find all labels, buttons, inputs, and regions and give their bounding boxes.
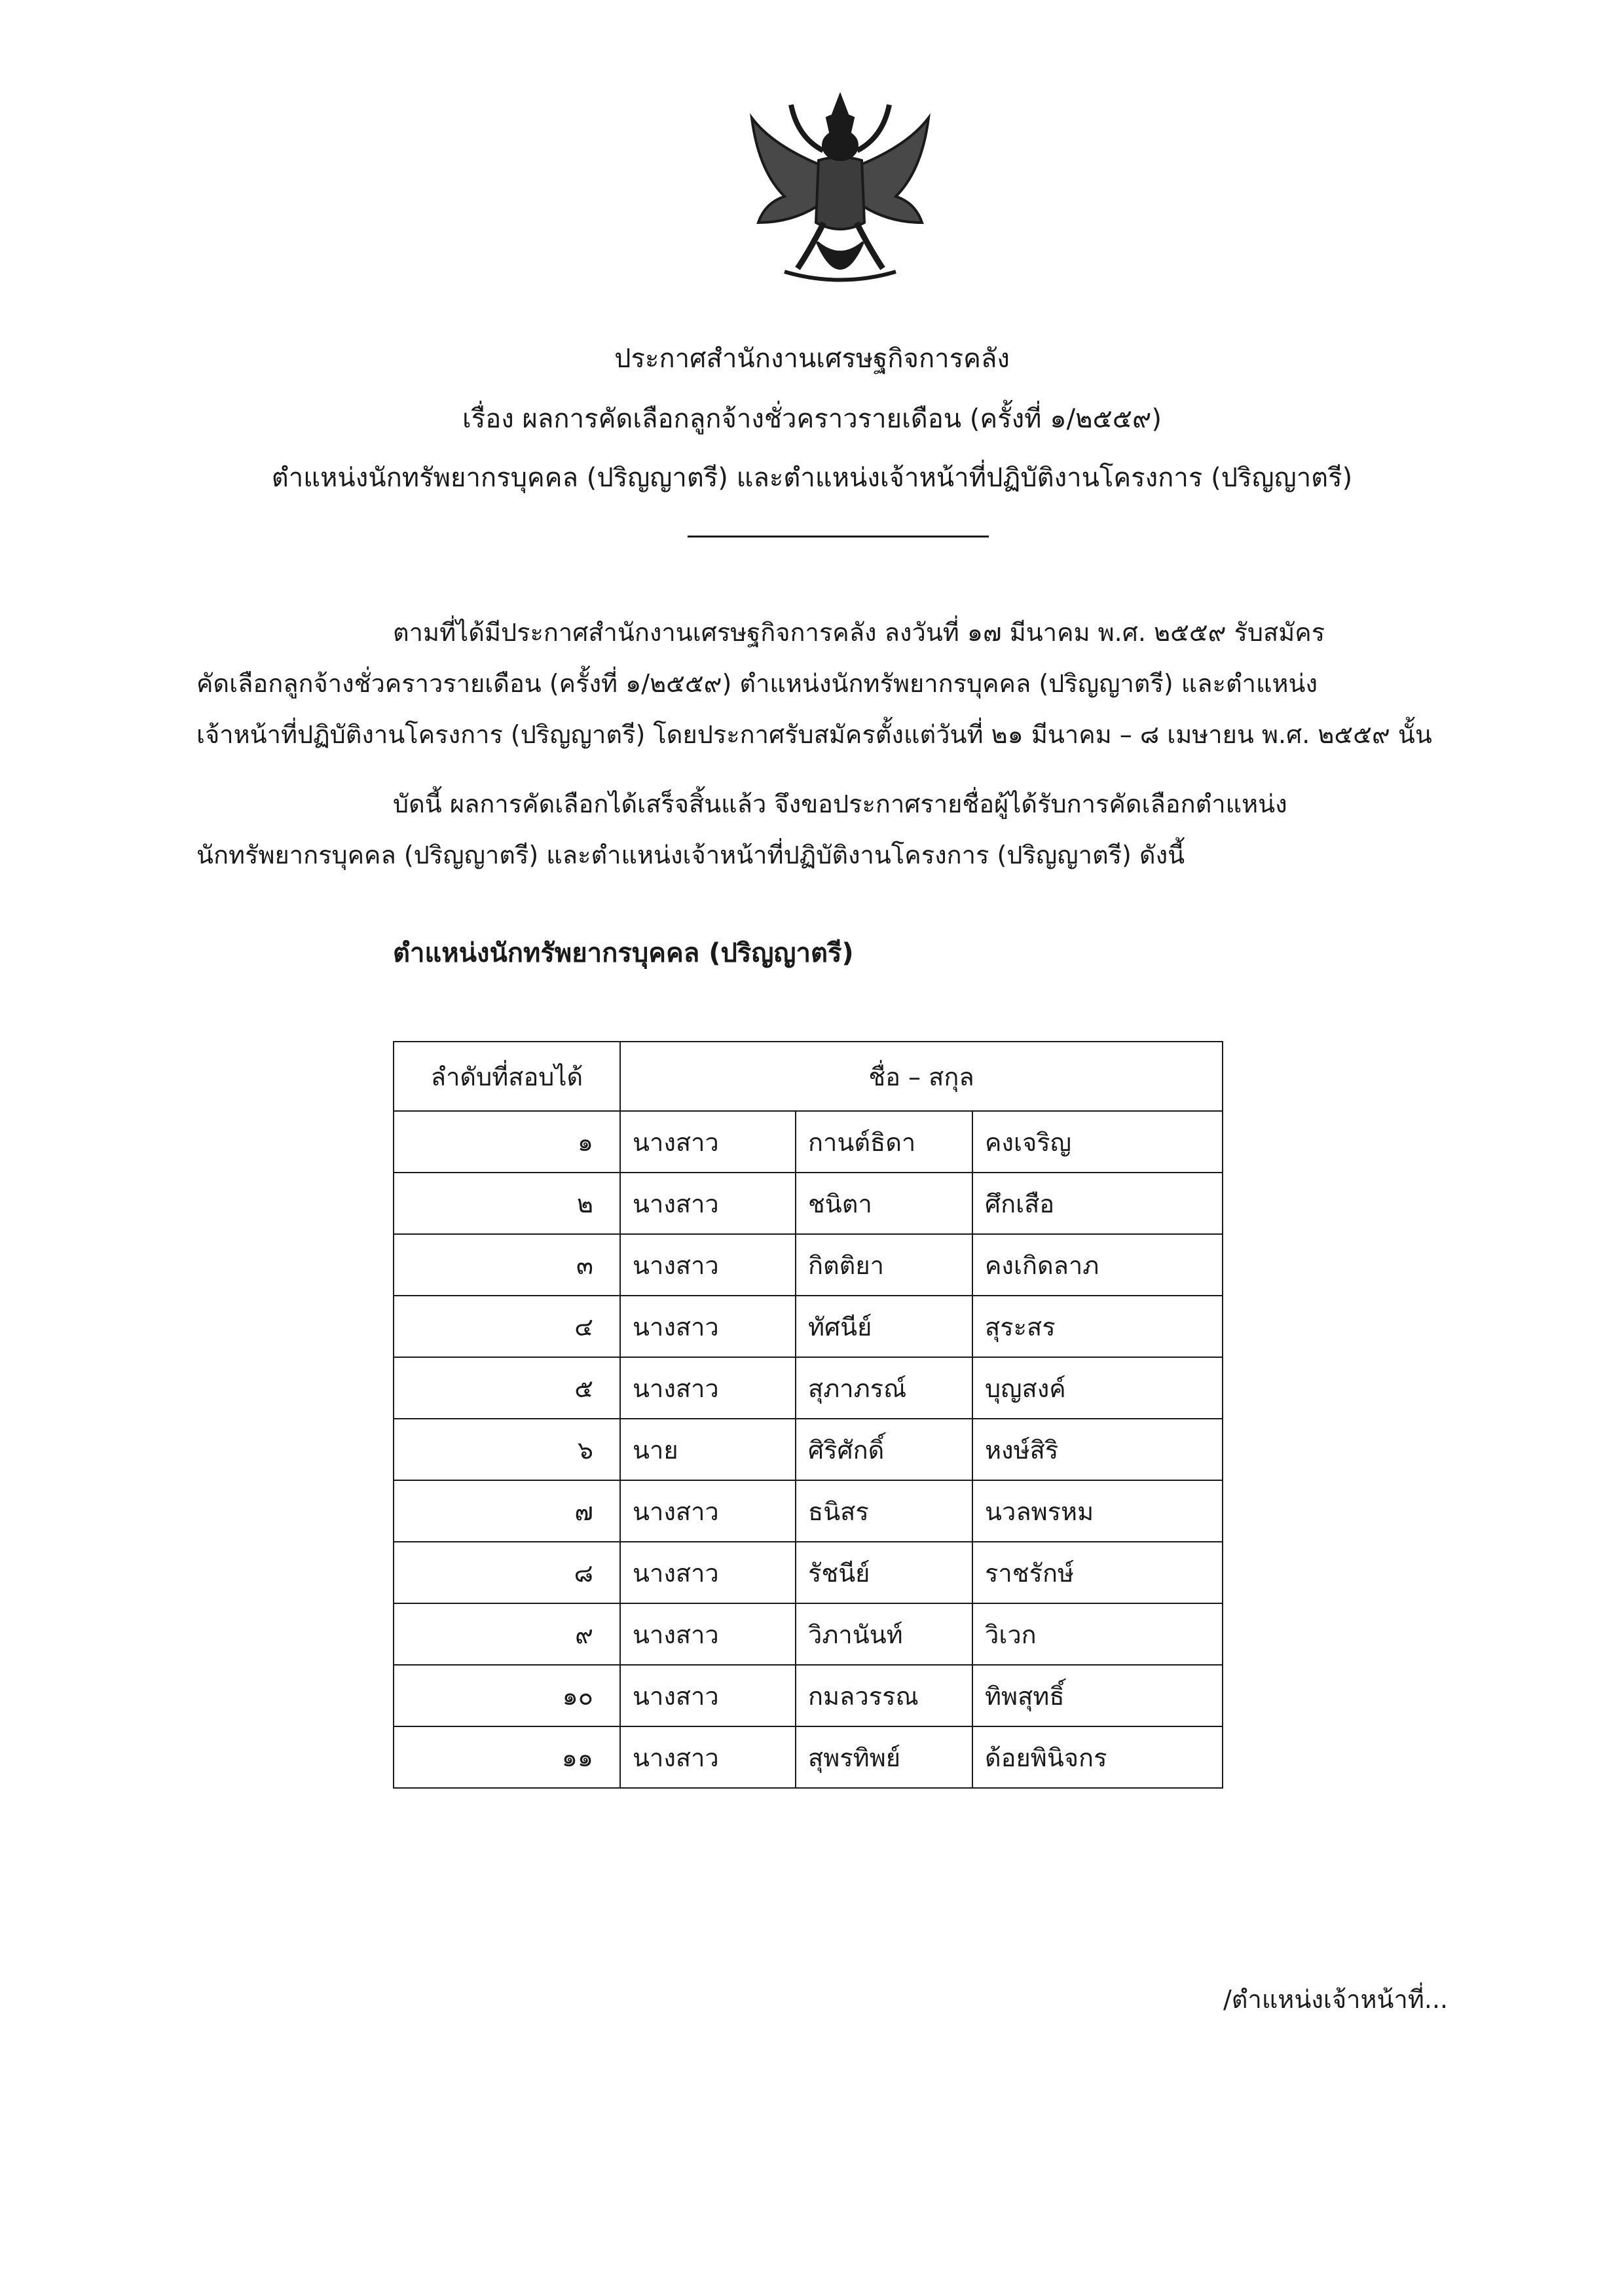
title-cell: นางสาว [620, 1234, 796, 1296]
table-row [394, 1296, 1223, 1357]
first-name-cell: สุภาภรณ์ [796, 1357, 972, 1419]
table-row [394, 1726, 1223, 1788]
table-body [394, 1111, 1223, 1788]
table-row [394, 1173, 1223, 1234]
rank-cell: ๔ [394, 1296, 620, 1357]
table-row [394, 1665, 1223, 1726]
last-name-cell: ด้อยพินิจกร [972, 1726, 1223, 1788]
col-rank-header: ลำดับที่สอบได้ [394, 1042, 620, 1111]
last-name-cell: วิเวก [972, 1603, 1223, 1665]
title-cell: นางสาว [620, 1603, 796, 1665]
paragraph-2-line-2: นักทรัพยากรบุคคล (ปริญญาตรี) และตำแหน่งเจ้าหน้าที่ปฏิบัติงานโครงการ (ปริญญาตรี) ดังนี้ [196, 841, 1185, 869]
table-row [394, 1480, 1223, 1542]
table-row [394, 1111, 1223, 1173]
paragraph-1-line-3: เจ้าหน้าที่ปฏิบัติงานโครงการ (ปริญญาตรี) โดยประกาศรับสมัครตั้งแต่วันที่ ๒๑ มีนาคม – ๘ เมษายน พ.ศ. ๒๕๕๙ นั้น [196, 720, 1432, 749]
last-name-cell: คงเกิดลาภ [972, 1234, 1223, 1296]
first-name-cell: กานต์ธิดา [796, 1111, 972, 1173]
results-table [393, 1041, 1223, 1789]
title-cell: นางสาว [620, 1480, 796, 1542]
table-header-row [394, 1042, 1223, 1111]
title-cell: นางสาว [620, 1542, 796, 1603]
table-row [394, 1357, 1223, 1419]
paragraph-2-line-1: บัดนี้ ผลการคัดเลือกได้เสร็จสิ้นแล้ว จึงขอประกาศรายชื่อผู้ได้รับการคัดเลือกตำแหน่ง [393, 790, 1287, 818]
first-name-cell: ธนิสร [796, 1480, 972, 1542]
rank-cell: ๓ [394, 1234, 620, 1296]
title-cell: นางสาว [620, 1665, 796, 1726]
last-name-cell: สุระสร [972, 1296, 1223, 1357]
first-name-cell: ชนิตา [796, 1173, 972, 1234]
last-name-cell: คงเจริญ [972, 1111, 1223, 1173]
last-name-cell: ศึกเสือ [972, 1173, 1223, 1234]
header-divider [688, 536, 989, 538]
rank-cell: ๙ [394, 1603, 620, 1665]
section-title: ตำแหน่งนักทรัพยากรบุคคล (ปริญญาตรี) [393, 938, 854, 968]
continuation-note: /ตำแหน่งเจ้าหน้าที่... [1223, 1985, 1449, 2014]
announcement-title: ประกาศสำนักงานเศรษฐกิจการคลัง [614, 344, 1010, 374]
announcement-positions: ตำแหน่งนักทรัพยากรบุคคล (ปริญญาตรี) และตำแหน่งเจ้าหน้าที่ปฏิบัติงานโครงการ (ปริญญาตรี) [271, 463, 1353, 493]
last-name-cell: หงษ์สิริ [972, 1419, 1223, 1480]
paragraph-1-line-1: ตามที่ได้มีประกาศสำนักงานเศรษฐกิจการคลัง ลงวันที่ ๑๗ มีนาคม พ.ศ. ๒๕๕๙ รับสมัคร [393, 618, 1325, 647]
title-cell: นางสาว [620, 1357, 796, 1419]
table-row [394, 1542, 1223, 1603]
paragraph-1-line-2: คัดเลือกลูกจ้างชั่วคราวรายเดือน (ครั้งที่ ๑/๒๕๕๙) ตำแหน่งนักทรัพยากรบุคคล (ปริญญาตรี) และตำแหน่ง [196, 669, 1318, 698]
rank-cell: ๑๑ [394, 1726, 620, 1788]
last-name-cell: ทิพสุทธิ์ [972, 1665, 1223, 1726]
rank-cell: ๑ [394, 1111, 620, 1173]
rank-cell: ๕ [394, 1357, 620, 1419]
table-row [394, 1603, 1223, 1665]
rank-cell: ๒ [394, 1173, 620, 1234]
first-name-cell: ศิริศักดิ์ [796, 1419, 972, 1480]
last-name-cell: ราชรักษ์ [972, 1542, 1223, 1603]
rank-cell: ๑๐ [394, 1665, 620, 1726]
title-cell: นาย [620, 1419, 796, 1480]
title-cell: นางสาว [620, 1296, 796, 1357]
rank-cell: ๗ [394, 1480, 620, 1542]
title-cell: นางสาว [620, 1111, 796, 1173]
first-name-cell: ทัศนีย์ [796, 1296, 972, 1357]
first-name-cell: สุพรทิพย์ [796, 1726, 972, 1788]
first-name-cell: รัชนีย์ [796, 1542, 972, 1603]
table-row [394, 1419, 1223, 1480]
garuda-emblem-icon [745, 92, 935, 295]
announcement-subject: เรื่อง ผลการคัดเลือกลูกจ้างชั่วคราวรายเดือน (ครั้งที่ ๑/๒๕๕๙) [462, 404, 1162, 434]
last-name-cell: นวลพรหม [972, 1480, 1223, 1542]
title-cell: นางสาว [620, 1726, 796, 1788]
rank-cell: ๘ [394, 1542, 620, 1603]
title-cell: นางสาว [620, 1173, 796, 1234]
table-row [394, 1234, 1223, 1296]
first-name-cell: วิภานันท์ [796, 1603, 972, 1665]
last-name-cell: บุญสงค์ [972, 1357, 1223, 1419]
rank-cell: ๖ [394, 1419, 620, 1480]
first-name-cell: กมลวรรณ [796, 1665, 972, 1726]
first-name-cell: กิตติยา [796, 1234, 972, 1296]
col-name-header: ชื่อ – สกุล [620, 1042, 1223, 1111]
